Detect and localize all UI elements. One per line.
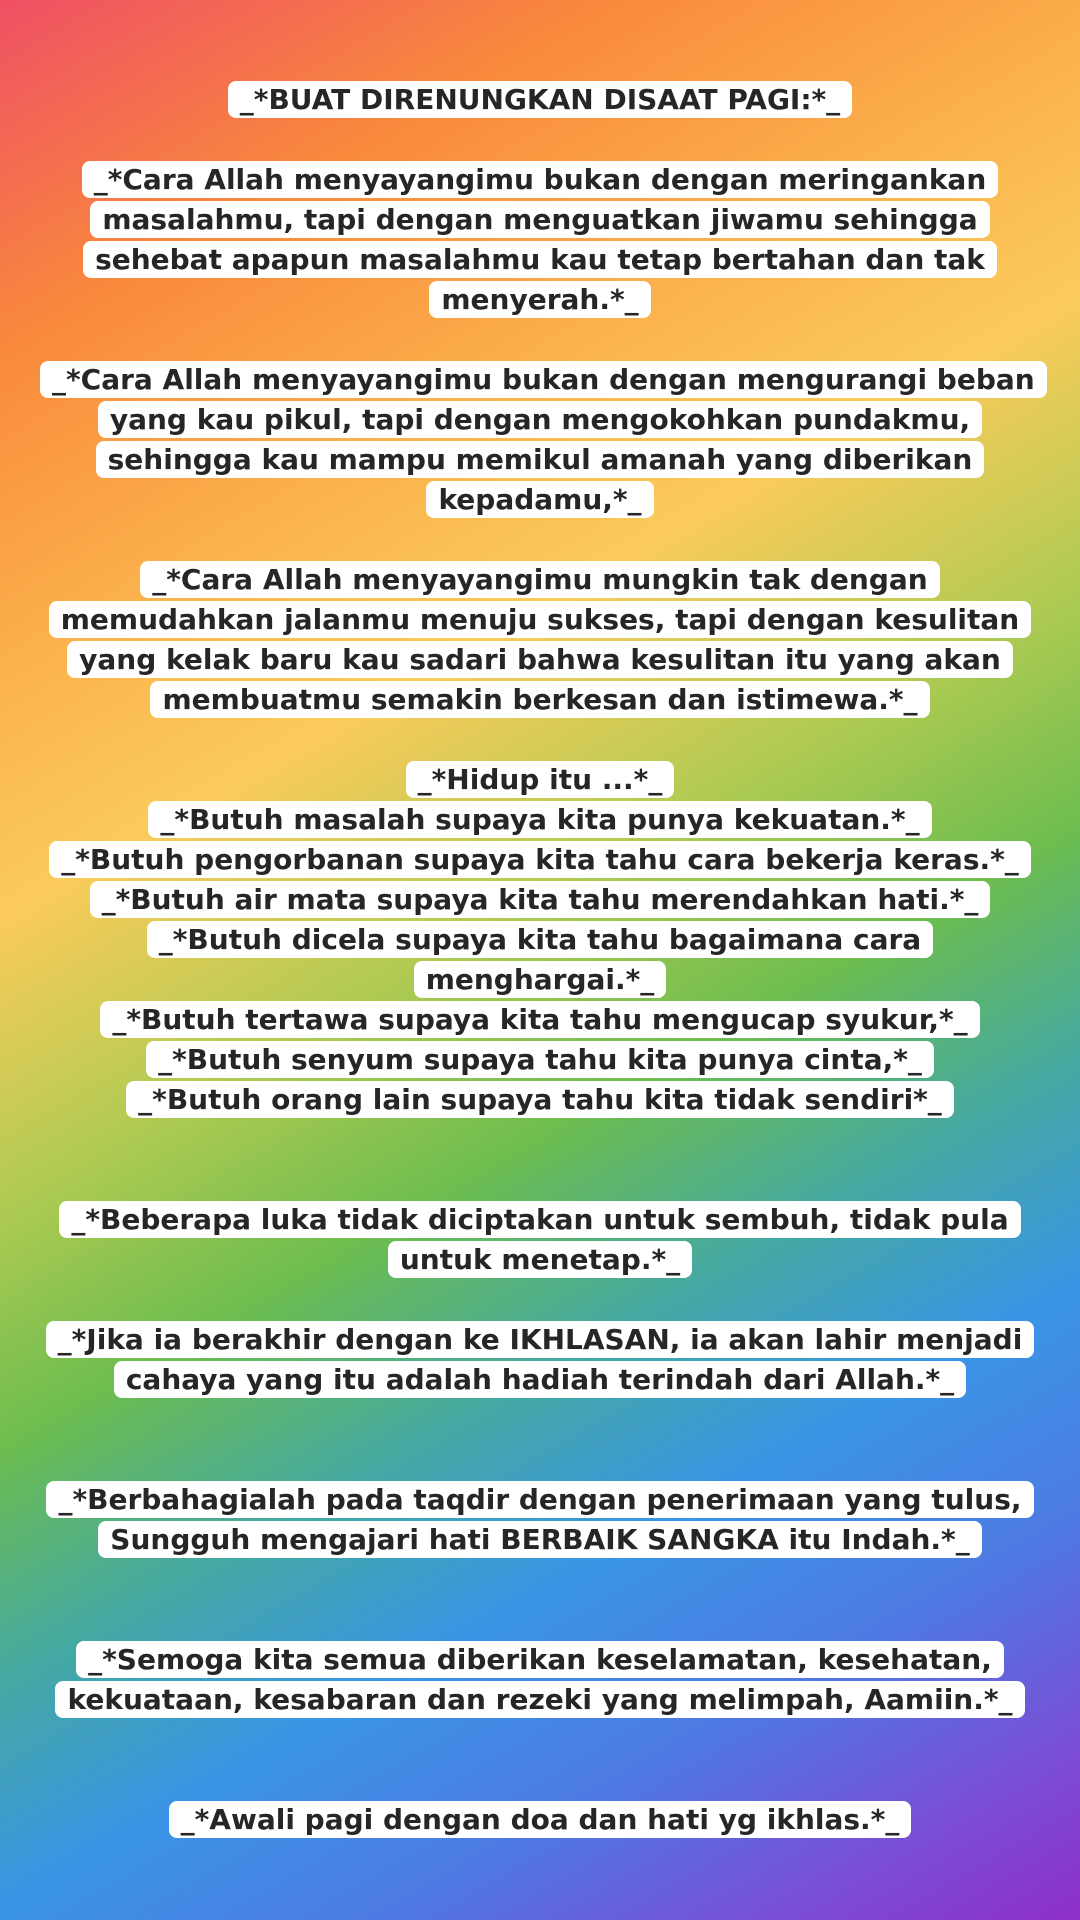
story-title-text: _*BUAT DIRENUNGKAN DISAAT PAGI:*_ — [228, 81, 852, 118]
story-title — [40, 80, 1040, 120]
life-heading: _*Hidup itu ...*_ — [406, 761, 675, 798]
paragraph-2-text: _*Cara Allah menyayangimu bukan dengan mengurangi beban yang kau pikul, tapi dengan mengokohkan pundakmu, sehingga kau mampu memikul amanah yang diberikan kepadamu,*_ — [40, 361, 1047, 518]
prayer-text: _*Semoga kita semua diberikan keselamatan, kesehatan, kekuataan, kesabaran dan rezeki yang melimpah, Aamiin.*_ — [55, 1641, 1024, 1718]
life-item: _*Butuh air mata supaya kita tahu merendahkan hati.*_ — [90, 881, 991, 918]
wounds-text: _*Beberapa luka tidak diciptakan untuk sembuh, tidak pula untuk menetap.*_ — [59, 1201, 1020, 1278]
paragraph-1 — [40, 160, 1040, 320]
paragraph-2 — [40, 360, 1040, 520]
sincerity-paragraph — [40, 1320, 1040, 1400]
destiny-paragraph — [40, 1480, 1040, 1560]
life-item: _*Butuh pengorbanan supaya kita tahu cara bekerja keras.*_ — [49, 841, 1031, 878]
paragraph-3 — [40, 560, 1040, 720]
paragraph-1-text: _*Cara Allah menyayangimu bukan dengan meringankan masalahmu, tapi dengan menguatkan jiwamu sehingga sehebat apapun masalahmu kau tetap bertahan dan tak menyerah.*_ — [82, 161, 999, 318]
closing-paragraph — [40, 1800, 1040, 1840]
closing-text: _*Awali pagi dengan doa dan hati yg ikhlas.*_ — [169, 1801, 912, 1838]
life-section — [40, 760, 1040, 1120]
prayer-paragraph — [40, 1640, 1040, 1720]
wounds-paragraph — [40, 1200, 1040, 1280]
life-item: _*Butuh tertawa supaya kita tahu mengucap syukur,*_ — [100, 1001, 979, 1038]
life-item: _*Butuh dicela supaya kita tahu bagaimana cara menghargai.*_ — [147, 921, 933, 998]
life-item: _*Butuh masalah supaya kita punya kekuatan.*_ — [148, 801, 931, 838]
destiny-text: _*Berbahagialah pada taqdir dengan penerimaan yang tulus, Sungguh mengajari hati BERBAIK SANGKA itu Indah.*_ — [46, 1481, 1033, 1558]
paragraph-3-text: _*Cara Allah menyayangimu mungkin tak dengan memudahkan jalanmu menuju sukses, tapi dengan kesulitan yang kelak baru kau sadari bahwa kesulitan itu yang akan membuatmu semakin berkesan dan istimewa.*_ — [49, 561, 1031, 718]
life-item: _*Butuh senyum supaya tahu kita punya cinta,*_ — [146, 1041, 934, 1078]
sincerity-text: _*Jika ia berakhir dengan ke IKHLASAN, ia akan lahir menjadi cahaya yang itu adalah hadiah terindah dari Allah.*_ — [46, 1321, 1035, 1398]
life-item: _*Butuh orang lain supaya tahu kita tidak sendiri*_ — [126, 1081, 954, 1118]
